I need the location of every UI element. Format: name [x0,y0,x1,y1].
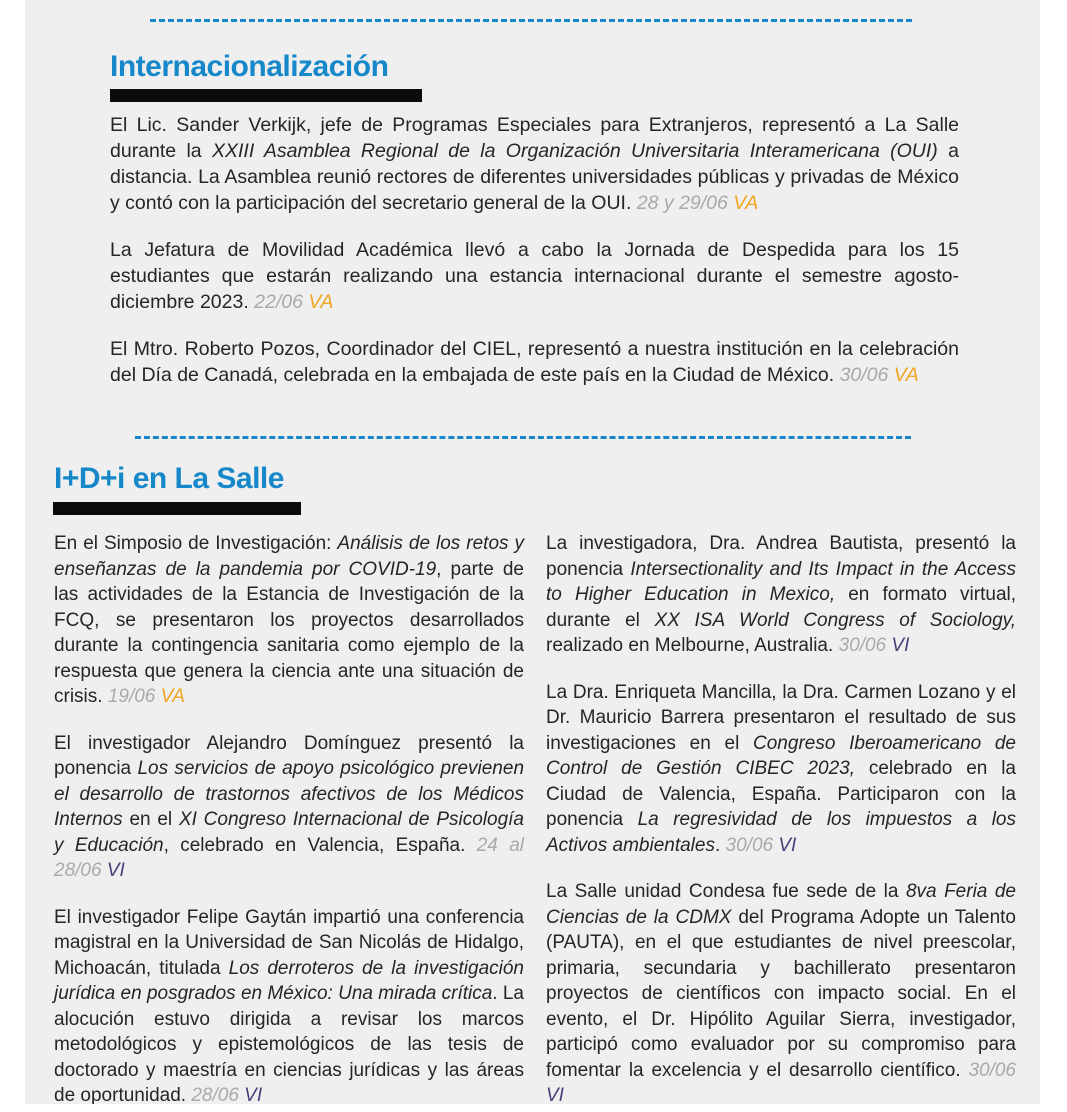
internacionalizacion-paragraphs [110,112,959,409]
news-paragraph [546,680,1016,859]
news-paragraph [54,905,524,1105]
italic-title-text: Los derroteros de la investigación jurídica en posgrados en México: Una mirada crítica [54,957,524,1004]
body-text: En el Simposio de Investigación: [54,533,338,554]
section-title-internacionalizacion: Internacionalización [110,50,389,83]
news-paragraph [110,237,959,315]
italic-title-text: 8va Feria de Ciencias de la CDMX [546,881,1016,928]
italic-title-text: Congreso Iberoamericano de Control de Gestión CIBEC 2023, [546,732,1017,779]
body-text: La Salle unidad Condesa fue sede de la [546,881,906,902]
section-title-idi-en-la-salle: I+D+i en La Salle [54,462,284,495]
body-text: , parte de las actividades de la Estancia de Investigación de la FCQ, se presentaron los proyectos desarrollados durante la contingencia sanitaria como ejemplo de la respuesta que genera la ciencia ante una situación de crisis. [54,558,524,707]
date-label: 30/06 [725,834,779,856]
body-text: realizado en Melbourne, Australia. [546,635,839,656]
news-paragraph [546,879,1016,1104]
italic-title-text: Los servicios de apoyo psicológico previenen el desarrollo de trastornos afectivos de los Médicos Internos [54,758,525,830]
news-paragraph [110,112,959,216]
date-label: 24 al 28/06 [54,834,524,881]
dashed-divider-middle [135,436,911,439]
campus-tag-va: VA [733,192,759,214]
body-text: en el [122,809,179,830]
title-underline-bar [110,89,422,102]
body-text: , celebrado en Valencia, España. [163,834,477,856]
campus-tag-va: VA [893,364,919,386]
italic-title-text: XX ISA World Congress of Sociology, [654,609,1016,631]
italic-title-text: Análisis de los retos y enseñanzas de la pandemia por COVID-19 [54,533,524,580]
news-paragraph [54,731,524,884]
body-text: . [714,834,726,856]
date-label: 19/06 [107,686,161,707]
news-paragraph [110,336,959,388]
body-text: La investigadora, Dra. Andrea Bautista, presentó la ponencia [546,533,1016,580]
date-label: 22/06 [254,291,309,313]
campus-tag-vi: VI [546,1085,564,1104]
italic-title-text: Intersectionality and Its Impact in the Access to Higher Education in Mexico, [546,558,1016,605]
news-paragraph [54,531,524,710]
campus-tag-va: VA [160,686,185,707]
page-background [25,0,1040,1104]
body-text: . La alocución estuvo dirigida a revisar los marcos metodológicos y epistemológicos de las tesis de doctorado y maestría en ciencias jurídicas y las áreas de oportunidad. [54,983,524,1104]
body-text: del Programa Adopte un Talento (PAUTA), en el que estudiantes de nivel preescolar, primaria, secundaria y bachillerato presentaron proyectos de científicos con impacto social. En el evento, el Dr. Hipólito Aguilar Sierra, investigador, participó como evaluador por su compromiso para fomentar la excelencia y el desarrollo científico. [546,906,1016,1081]
date-label: 30/06 [968,1059,1016,1081]
date-label: 30/06 [838,635,892,656]
campus-tag-vi: VI [106,860,125,881]
body-text: La Dra. Enriqueta Mancilla, la Dra. Carmen Lozano y el Dr. Mauricio Barrera presentaron el resultado de sus investigaciones en el [546,681,1016,754]
news-paragraph [546,531,1016,659]
campus-tag-va: VA [308,291,334,313]
body-text: El investigador Felipe Gaytán impartió una conferencia magistral en la Universidad de San Nicolás de Hidalgo, Michoacán, titulada [54,906,524,979]
italic-title-text: La regresividad de los impuestos a los Activos ambientales [546,809,1016,856]
body-text: celebrado en la Ciudad de Valencia, España. Participaron con la ponencia [546,758,1016,830]
body-text: El Lic. Sander Verkijk, jefe de Programas Especiales para Extranjeros, representó a La Salle durante la [110,114,959,162]
campus-tag-vi: VI [244,1085,263,1104]
date-label: 28 y 29/06 [636,192,734,214]
body-text: El investigador Alejandro Domínguez presentó la ponencia [54,732,524,779]
dashed-divider-top [150,19,912,22]
campus-tag-vi: VI [891,635,910,656]
italic-title-text: XI Congreso Internacional de Psicología y Educación [54,809,524,856]
idi-left-column [54,531,524,1104]
body-text: en formato virtual, durante el [546,584,1017,631]
body-text: La Jefatura de Movilidad Académica llevó a cabo la Jornada de Despedida para los 15 estudiantes que estarán realizando una estancia internacional durante el semestre agosto-diciembre 2023. [110,239,959,313]
idi-two-column-layout [54,531,1016,1104]
date-label: 28/06 [191,1085,245,1104]
italic-title-text: XXIII Asamblea Regional de la Organización Universitaria Interamericana (OUI) [212,140,938,162]
title-underline-bar [53,502,301,515]
body-text: El Mtro. Roberto Pozos, Coordinador del CIEL, representó a nuestra institución en la celebración del Día de Canadá, celebrada en la embajada de este país en la Ciudad de México. [110,338,959,386]
idi-right-column [546,531,1016,1104]
date-label: 30/06 [839,364,894,386]
campus-tag-vi: VI [778,834,797,856]
body-text: a distancia. La Asamblea reunió rectores de diferentes universidades públicas y privadas de México y contó con la participación del secretario general de la OUI. [110,140,959,214]
